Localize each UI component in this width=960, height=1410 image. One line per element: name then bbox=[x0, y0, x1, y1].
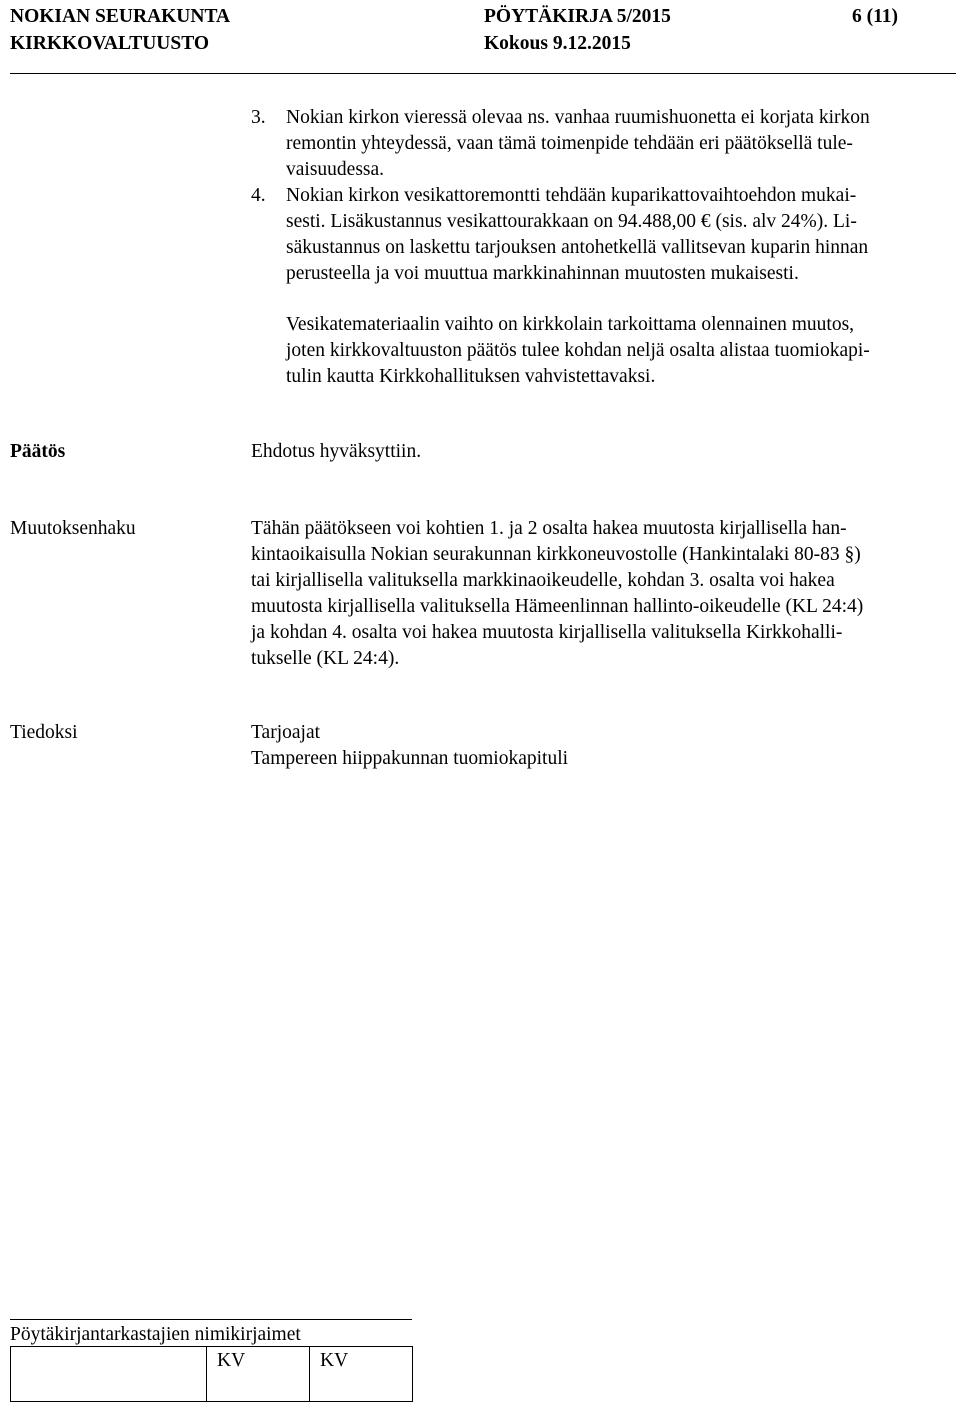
note-paragraph: Vesikatemateriaalin vaihto on kirkkolain tarkoittama olennainen muutos, joten kirkkovaltuuston päätös tulee kohdan neljä osalta alistaa tuomiokapi- tulin kautta Kirkkohallituksen vahvistettavaksi. bbox=[286, 314, 870, 387]
notice-label: Tiedoksi bbox=[10, 722, 78, 743]
list-item-number: 3. bbox=[251, 107, 266, 128]
header-divider bbox=[10, 73, 956, 74]
header-body: KIRKKOVALTUUSTO bbox=[10, 33, 210, 54]
notice-recipients: Tarjoajat Tampereen hiippakunnan tuomiokapituli bbox=[251, 722, 569, 769]
reviewer-initials: KV bbox=[320, 1350, 349, 1371]
initials-box-title: Pöytäkirjantarkastajien nimikirjaimet bbox=[10, 1324, 301, 1345]
appeal-label: Muutoksenhaku bbox=[10, 518, 136, 539]
list-item-text: Nokian kirkon vesikattoremontti tehdään kuparikattovaihtoehdon mukai- sesti. Lisäkustannus vesikattourakkaan on 94.488,00 € (sis. alv 24%). Li- säkustannus on laskettu tarjouksen antohetkellä vallitsevan kuparin hinnan perusteella ja voi muuttua markkinahinnan muutosten mukaisesti. bbox=[286, 185, 869, 284]
header-meeting-date: Kokous 9.12.2015 bbox=[484, 33, 631, 54]
initials-cell bbox=[10, 1346, 207, 1402]
header-document-number: PÖYTÄKIRJA 5/2015 bbox=[484, 6, 671, 27]
list-item-number: 4. bbox=[251, 185, 266, 206]
header-page-number: 6 (11) bbox=[852, 6, 899, 27]
initials-box-top-border bbox=[10, 1319, 412, 1320]
header-org: NOKIAN SEURAKUNTA bbox=[10, 6, 231, 27]
appeal-text: Tähän päätökseen voi kohtien 1. ja 2 osalta hakea muutosta kirjallisella han- kintaoikaisulla Nokian seurakunnan kirkkoneuvostolle (Hankintalaki 80-83 §) tai kirjallisella valituksella markkinaoikeudelle, kohdan 3. osalta voi hakea muutosta kirjallisella valituksella Hämeenlinnan hallinto-oikeudelle (KL 24:4) ja kohdan 4. osalta voi hakea muutosta kirjallisella valituksella Kirkkohalli- tukselle (KL 24:4). bbox=[251, 518, 864, 669]
list-item-text: Nokian kirkon vieressä olevaa ns. vanhaa ruumishuonetta ei korjata kirkon remontin yhteydessä, vaan tämä toimenpide tehdään eri päätöksellä tule- vaisuudessa. bbox=[286, 107, 870, 180]
decision-text: Ehdotus hyväksyttiin. bbox=[251, 441, 422, 462]
reviewer-initials: KV bbox=[217, 1350, 246, 1371]
decision-label: Päätös bbox=[10, 441, 66, 462]
